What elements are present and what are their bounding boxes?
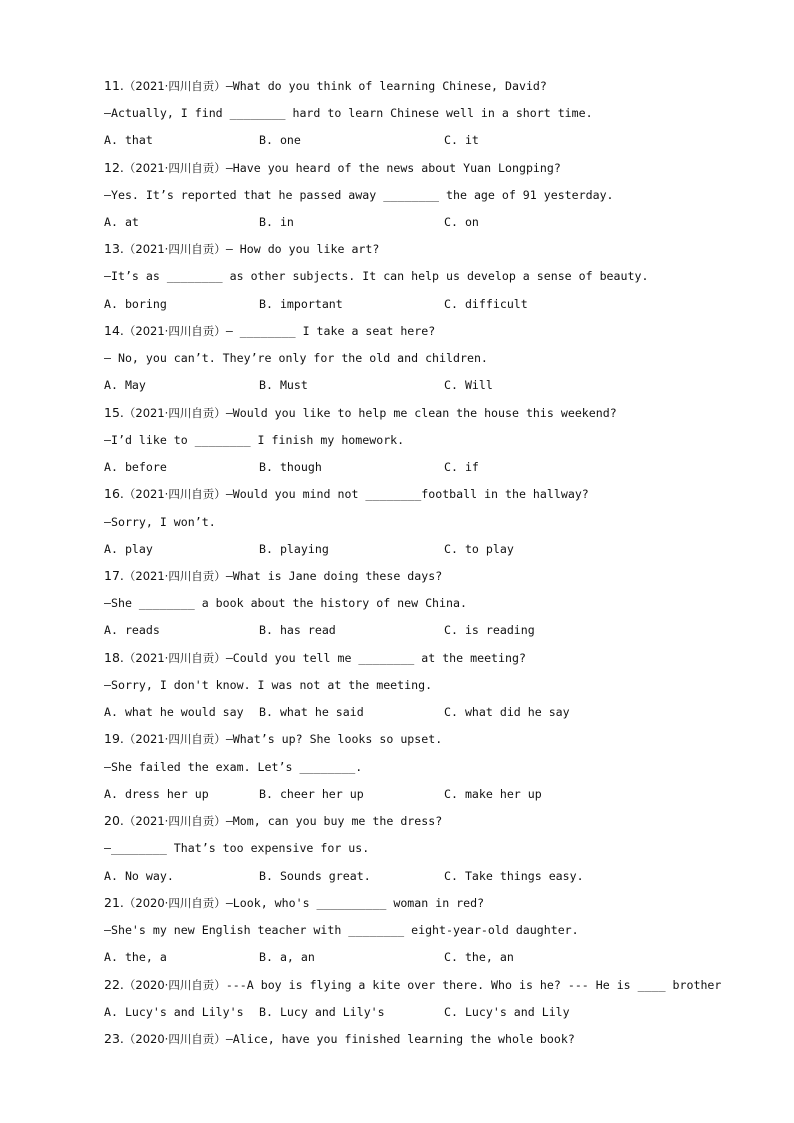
question-source: （2021·四川自贡） xyxy=(123,79,226,93)
question-14-line xyxy=(104,323,435,339)
question-source: （2021·四川自贡） xyxy=(123,569,226,583)
question-20-line xyxy=(104,813,442,829)
question-source: （2021·四川自贡） xyxy=(123,732,226,746)
question-source: （2021·四川自贡） xyxy=(123,242,226,256)
question-12-line xyxy=(104,160,561,176)
question-16-option-a: A. play xyxy=(104,542,153,556)
question-16-option-c: C. to play xyxy=(444,542,514,556)
question-number: 13. xyxy=(104,241,124,256)
question-14-reply: — No, you can’t. They’re only for the old and children. xyxy=(104,351,488,365)
question-14-option-b: B. Must xyxy=(259,378,308,392)
question-number: 17. xyxy=(104,568,124,583)
question-20-option-c: C. Take things easy. xyxy=(444,869,584,883)
question-12-option-a: A. at xyxy=(104,215,139,229)
question-text: —Would you mind not ________football in the hallway? xyxy=(225,487,589,501)
question-12-reply: —Yes. It’s reported that he passed away ________ the age of 91 yesterday. xyxy=(104,188,614,202)
question-11-reply: —Actually, I find ________ hard to learn Chinese well in a short time. xyxy=(104,106,593,120)
question-12-option-b: B. in xyxy=(259,215,294,229)
question-18-option-a: A. what he would say xyxy=(104,705,244,719)
question-number: 12. xyxy=(104,160,124,175)
question-18-option-b: B. what he said xyxy=(259,705,364,719)
question-number: 21. xyxy=(104,895,124,910)
question-text: —Alice, have you finished learning the whole book? xyxy=(225,1032,575,1046)
question-18-line xyxy=(104,650,526,666)
question-21-option-b: B. a, an xyxy=(259,950,315,964)
question-13-line xyxy=(104,241,379,257)
question-13-option-b: B. important xyxy=(259,297,343,311)
question-14-option-a: A. May xyxy=(104,378,146,392)
question-source: （2020·四川自贡） xyxy=(123,978,226,992)
question-20-reply: —________ That’s too expensive for us. xyxy=(104,841,370,855)
question-13-option-c: C. difficult xyxy=(444,297,528,311)
question-19-option-b: B. cheer her up xyxy=(259,787,364,801)
question-21-line xyxy=(104,895,484,911)
question-22-option-b: B. Lucy and Lily's xyxy=(259,1005,385,1019)
question-19-reply: —She failed the exam. Let’s ________. xyxy=(104,760,363,774)
question-22-option-a: A. Lucy's and Lily's xyxy=(104,1005,244,1019)
question-source: （2021·四川自贡） xyxy=(123,324,226,338)
question-text: — How do you like art? xyxy=(225,242,380,256)
question-23-line xyxy=(104,1031,575,1047)
question-text: —What’s up? She looks so upset. xyxy=(225,732,443,746)
question-number: 22. xyxy=(104,977,124,992)
question-source: （2021·四川自贡） xyxy=(123,406,226,420)
question-12-option-c: C. on xyxy=(444,215,479,229)
question-text: —Look, who's __________ woman in red? xyxy=(225,896,485,910)
question-11-option-a: A. that xyxy=(104,133,153,147)
question-18-reply: —Sorry, I don't know. I was not at the meeting. xyxy=(104,678,433,692)
question-19-option-a: A. dress her up xyxy=(104,787,209,801)
question-number: 11. xyxy=(104,78,124,93)
question-20-option-a: A. No way. xyxy=(104,869,174,883)
question-text: —What is Jane doing these days? xyxy=(225,569,443,583)
question-13-reply: —It’s as ________ as other subjects. It can help us develop a sense of beauty. xyxy=(104,269,649,283)
question-11-option-b: B. one xyxy=(259,133,301,147)
question-source: （2020·四川自贡） xyxy=(123,1032,226,1046)
question-text: —Could you tell me ________ at the meeting? xyxy=(225,651,526,665)
question-17-option-b: B. has read xyxy=(259,623,336,637)
question-21-option-c: C. the, an xyxy=(444,950,514,964)
question-15-line xyxy=(104,405,617,421)
question-14-option-c: C. Will xyxy=(444,378,493,392)
question-19-line xyxy=(104,731,442,747)
question-16-option-b: B. playing xyxy=(259,542,329,556)
question-20-option-b: B. Sounds great. xyxy=(259,869,371,883)
question-text: ---A boy is flying a kite over there. Who is he? --- He is ____ brother xyxy=(225,978,722,992)
question-source: （2020·四川自贡） xyxy=(123,896,226,910)
question-source: （2021·四川自贡） xyxy=(123,814,226,828)
question-15-option-b: B. though xyxy=(259,460,322,474)
question-15-option-c: C. if xyxy=(444,460,479,474)
question-number: 20. xyxy=(104,813,124,828)
question-text: —Would you like to help me clean the house this weekend? xyxy=(225,406,617,420)
question-11-option-c: C. it xyxy=(444,133,479,147)
question-21-option-a: A. the, a xyxy=(104,950,167,964)
question-17-reply: —She ________ a book about the history of new China. xyxy=(104,596,467,610)
question-source: （2021·四川自贡） xyxy=(123,651,226,665)
question-15-option-a: A. before xyxy=(104,460,167,474)
question-source: （2021·四川自贡） xyxy=(123,161,226,175)
question-17-line xyxy=(104,568,442,584)
question-17-option-c: C. is reading xyxy=(444,623,535,637)
question-text: —Have you heard of the news about Yuan Longping? xyxy=(225,161,561,175)
question-number: 15. xyxy=(104,405,124,420)
question-16-line xyxy=(104,486,589,502)
question-22-line xyxy=(104,977,721,993)
question-19-option-c: C. make her up xyxy=(444,787,542,801)
question-18-option-c: C. what did he say xyxy=(444,705,570,719)
question-22-option-c: C. Lucy's and Lily xyxy=(444,1005,570,1019)
question-number: 19. xyxy=(104,731,124,746)
question-text: — ________ I take a seat here? xyxy=(225,324,436,338)
question-text: —What do you think of learning Chinese, David? xyxy=(225,79,547,93)
question-number: 14. xyxy=(104,323,124,338)
question-11-line xyxy=(104,78,547,94)
question-17-option-a: A. reads xyxy=(104,623,160,637)
question-number: 23. xyxy=(104,1031,124,1046)
question-16-reply: —Sorry, I won’t. xyxy=(104,515,216,529)
question-number: 18. xyxy=(104,650,124,665)
question-source: （2021·四川自贡） xyxy=(123,487,226,501)
question-15-reply: —I’d like to ________ I finish my homework. xyxy=(104,433,405,447)
question-text: —Mom, can you buy me the dress? xyxy=(225,814,443,828)
question-number: 16. xyxy=(104,486,124,501)
question-21-reply: —She's my new English teacher with ________ eight-year-old daughter. xyxy=(104,923,579,937)
question-13-option-a: A. boring xyxy=(104,297,167,311)
